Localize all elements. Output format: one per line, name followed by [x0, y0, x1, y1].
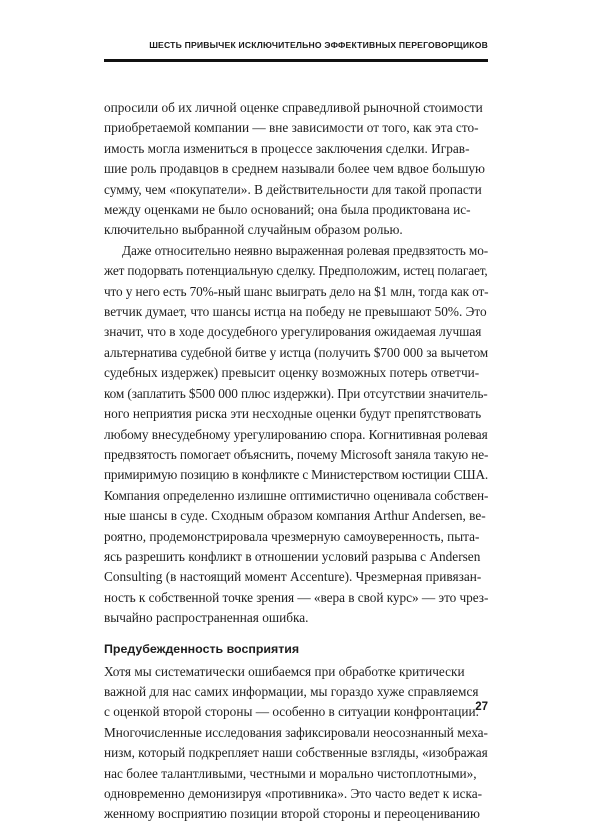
paragraph-2-line: альтернатива судебной битве у истца (получить $700 000 за вычетом [104, 344, 489, 360]
paragraph-2-line: Компания определенно излишне оптимистично оценивала собствен- [104, 487, 489, 503]
paragraph-3-line: женному восприятию позиции второй стороны и переоцениванию [104, 806, 480, 822]
paragraph-2-line: ного неприятия риска эти несходные оценки будут препятствовать [104, 406, 482, 422]
paragraph-2-line: жет подорвать потенциальную сделку. Предположим, истец полагает, [104, 263, 488, 279]
paragraph-2-line: ность к собственной точке зрения — «вера в свой курс» — это чрез- [104, 589, 489, 605]
page-body [104, 98, 488, 825]
paragraph-3 [104, 662, 488, 825]
section-heading: Предубежденность восприятия [104, 641, 300, 656]
paragraph-2-line: роятно, продемонстрировала чрезмерную самоуверенность, пыта- [104, 528, 480, 544]
paragraph-3-line: низм, который подкрепляет наши собственные взгляды, «изображая [104, 745, 488, 761]
paragraph-3-line: важной для нас самих информации, мы гораздо хуже справляемся [104, 683, 479, 699]
paragraph-2-line: предвзятость помогает объяснить, почему Microsoft заняла такую не- [104, 446, 489, 462]
paragraph-3-line: нас более талантливыми, честными и морально чистоплотными», [104, 765, 477, 781]
paragraph-2-line: вычайно распространенная ошибка. [104, 610, 309, 626]
paragraph-1-line: ключительно выбранной случайным образом ролью. [104, 222, 403, 238]
paragraph-3-line: с оценкой второй стороны — особенно в ситуации конфронтации. [104, 704, 479, 720]
paragraph-3-line: Хотя мы систематически ошибаемся при обработке критически [104, 663, 465, 679]
paragraph-2-line: что у него есть 70%-ный шанс выиграть дело на $1 млн, тогда как от- [104, 283, 489, 299]
paragraph-2-line: Даже относительно неявно выраженная ролевая предвзятость мо- [122, 242, 489, 258]
paragraph-3-line: Многочисленные исследования зафиксировали неосознанный меха- [104, 724, 488, 740]
paragraph-2-line: ком (заплатить $500 000 плюс издержки). При отсутствии значитель- [104, 385, 488, 401]
paragraph-1-line: сумму, чем «покупатели». В действительности для такой пропасти [104, 181, 482, 197]
paragraph-2-line: ясь разрешить конфликт в отношении условий разрыва с Andersen [104, 548, 481, 564]
paragraph-1-line: шие роль продавцов в среднем называли более чем вдвое большую [104, 161, 485, 177]
paragraph-1-line: приобретаемой компании — вне зависимости от того, как эта сто- [104, 120, 479, 136]
paragraph-2 [104, 241, 488, 629]
page-number: 27 [475, 701, 488, 713]
paragraph-1-line: опросили об их личной оценке справедливой рыночной стоимости [104, 100, 483, 115]
paragraph-3-line: одновременно демонизируя «противника». Это часто ведет к иска- [104, 786, 483, 801]
paragraph-2-line: Consulting (в настоящий момент Accenture). Чрезмерная привязан- [104, 569, 482, 585]
paragraph-2-line: любому внесудебному урегулированию спора. Когнитивная ролевая [104, 426, 488, 442]
paragraph-1-line: имость могла измениться в процессе заключения сделки. Играв- [104, 140, 470, 156]
paragraph-2-line: значит, что в ходе досудебного урегулирования ожидаемая лучшая [104, 324, 482, 340]
paragraph-2-line: судебных издержек) превысит оценку возможных потерь ответчи- [104, 365, 480, 381]
paragraph-2-line: примиримую позицию в конфликте с Министерством юстиции США. [104, 467, 488, 483]
paragraph-1 [104, 98, 488, 241]
header-rule [104, 59, 488, 62]
paragraph-2-line: ные шансы в суде. Сходным образом компания Arthur Andersen, ве- [104, 508, 486, 524]
running-header: ШЕСТЬ ПРИВЫЧЕК ИСКЛЮЧИТЕЛЬНО ЭФФЕКТИВНЫХ ПЕРЕГОВОРЩИКОВ [149, 40, 488, 50]
paragraph-1-line: между оценками не было оснований; она была продиктована ис- [104, 202, 471, 218]
paragraph-2-line: ветчик думает, что шансы истца на победу не превышают 50%. Это [104, 304, 487, 320]
